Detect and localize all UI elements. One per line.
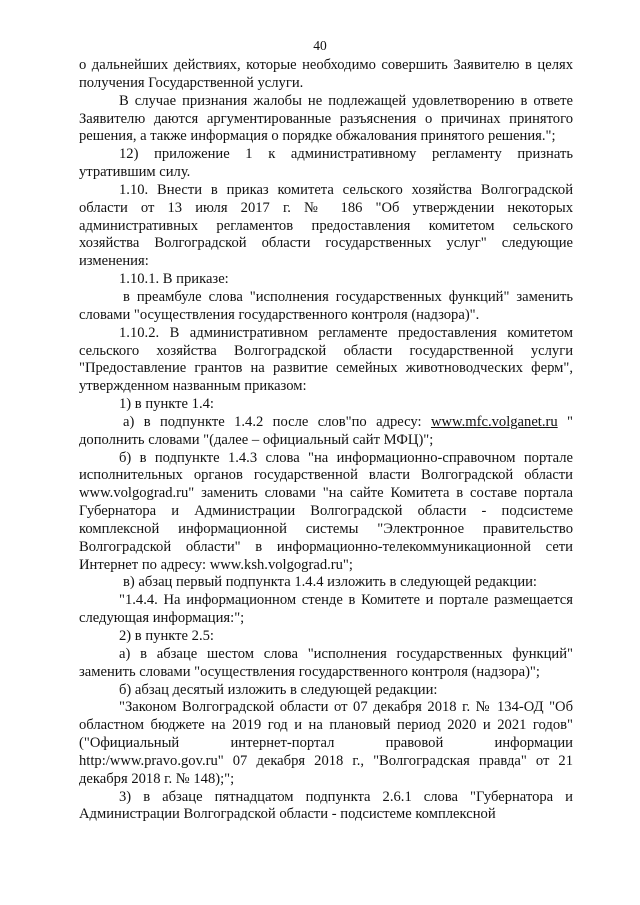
paragraph: "Законом Волгоградской области от 07 декабря 2018 г. № 134-ОД "Об областном бюджете на 2019 год и на плановый период 2020 и 2021 годов" ("Официальный интернет-портал правовой информации http:/www.pravo.gov.ru" 07 декабря 2018 г., "Волгоградская правда" от 21 декабря 2018 г. № 148);"; xyxy=(79,699,573,787)
paragraph: 1.10.1. В приказе: xyxy=(119,271,229,288)
paragraph: 1.10. Внести в приказ комитета сельского хозяйства Волгоградской области от 13 июля 2017 г. № 186 "Об утверждении некоторых административных регламентов предоставления комитетом сельского хозяйства Волгоградской области государственных услуг" следующие изменения: xyxy=(79,181,573,270)
paragraph: "1.4.4. На информационном стенде в Комитете и портале размещается следующая информация:"; xyxy=(79,592,573,627)
paragraph: 2) в пункте 2.5: xyxy=(119,628,214,644)
paragraph: 12) приложение 1 к административному регламенту признать утратившим силу. xyxy=(79,146,573,181)
paragraph: б) в подпункте 1.4.3 слова "на информационно-справочном портале исполнительных органов государственной власти Волгоградской области www.volgograd.ru" заменить словами "на сайте Комитета в составе портала Губернатора и Администрации Волгоградской области - подсистеме комплексной информационной системы "Электронное правительство Волгоградской области" в информационно-телекоммуникационной сети Интернет по адресу: www.ksh.volgograd.ru"; xyxy=(79,449,573,573)
paragraph: о дальнейших действиях, которые необходимо совершить Заявителю в целях получения Государственной услуги. xyxy=(79,57,573,91)
paragraph: б) абзац десятый изложить в следующей редакции: xyxy=(119,681,438,698)
paragraph xyxy=(79,414,573,450)
paragraph: в преамбуле слова "исполнения государственных функций" заменить словами "осуществления государственного контроля (надзора)". xyxy=(79,288,573,323)
paragraph-text: " дополнить словами "(далее – официальный сайт МФЦ)"; xyxy=(79,413,573,448)
paragraph: а) в абзаце шестом слова "исполнения государственных функций" заменить словами "осуществления государственного контроля (надзора)"; xyxy=(79,645,573,680)
document-body xyxy=(79,57,573,824)
paragraph: В случае признания жалобы не подлежащей удовлетворению в ответе Заявителю даются аргументированные разъяснения о причинах принятого решения, а также информация о порядке обжалования принятого решения."; xyxy=(79,92,573,145)
paragraph: в) абзац первый подпункта 1.4.4 изложить в следующей редакции: xyxy=(123,574,537,591)
paragraph-text: а) в подпункте 1.4.2 после слов"по адресу: xyxy=(123,413,431,430)
mfc-website-link[interactable]: www.mfc.volganet.ru xyxy=(430,413,558,430)
page-number: 40 xyxy=(313,38,327,53)
paragraph: 1.10.2. В административном регламенте предоставления комитетом сельского хозяйства Волгоградской области государственной услуги "Предоставление грантов на развитие семейных животноводческих ферм", утвержденном названным приказом: xyxy=(79,324,573,395)
paragraph: 3) в абзаце пятнадцатом подпункта 2.6.1 слова "Губернатора и Администрации Волгоградской области - подсистеме комплексной xyxy=(79,788,573,823)
paragraph: 1) в пункте 1.4: xyxy=(119,396,214,413)
